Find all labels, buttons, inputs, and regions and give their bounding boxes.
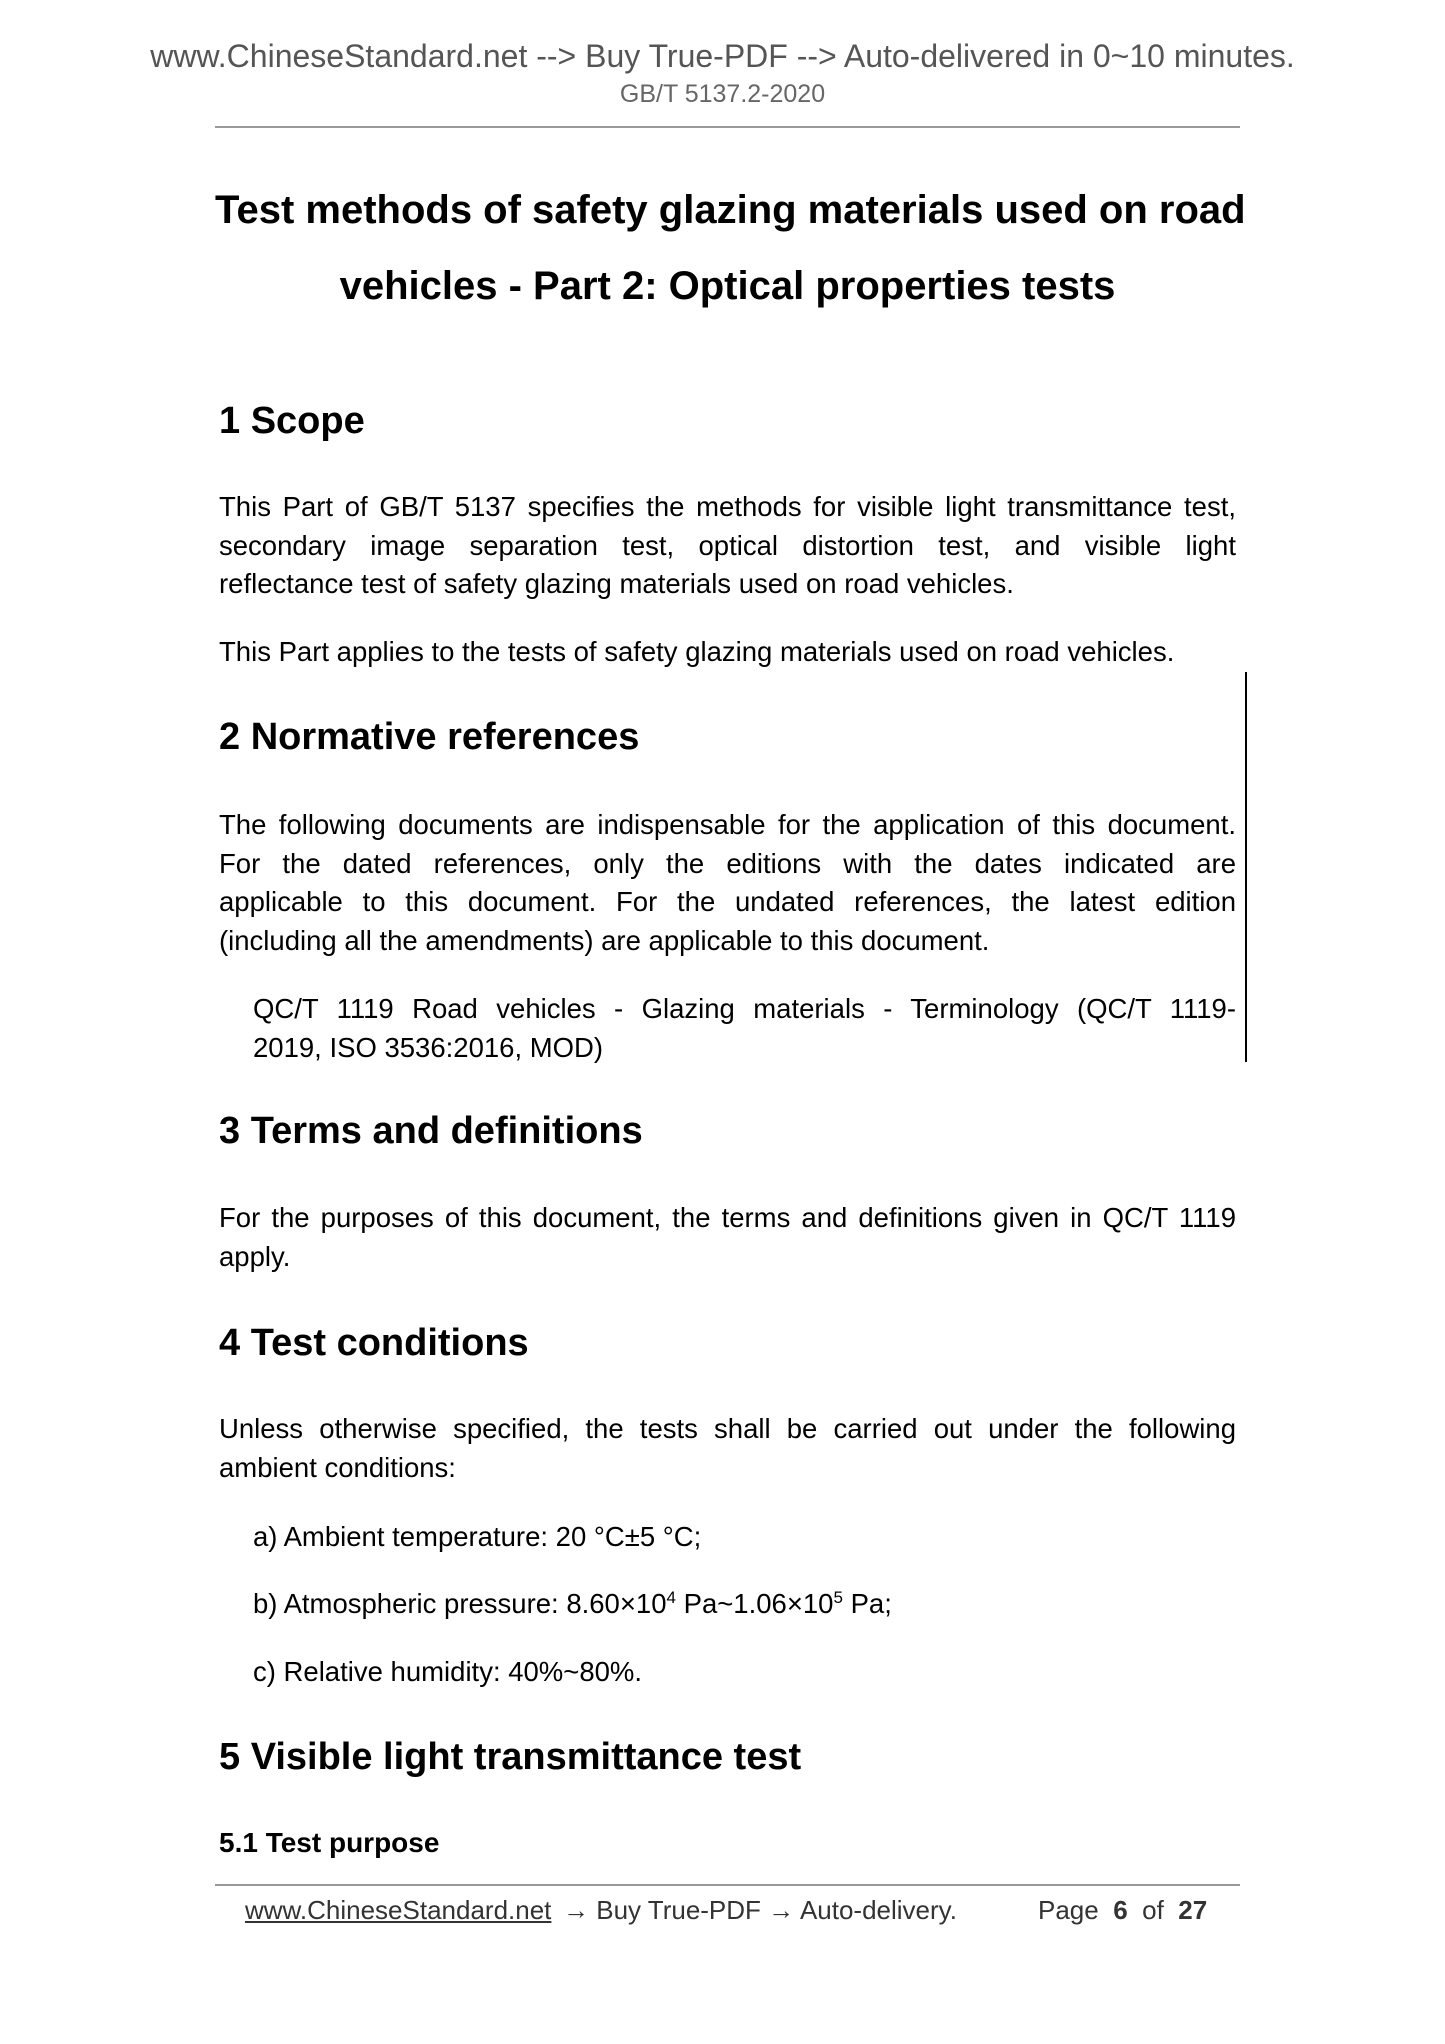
section-heading-normative-references: 2 Normative references — [219, 716, 640, 758]
scope-paragraph-1 — [219, 488, 1236, 604]
standard-code: GB/T 5137.2-2020 — [619, 80, 826, 108]
section-heading-test-conditions: 4 Test conditions — [219, 1322, 529, 1364]
page-current: 6 — [1113, 1895, 1128, 1925]
text-line: reflectance test of safety glazing materials used on road vehicles. — [219, 568, 1014, 599]
document-title-line-2: vehicles - Part 2: Optical properties tests — [339, 264, 1116, 308]
text-line: This Part of GB/T 5137 specifies the methods for visible light transmittance test, — [219, 491, 1236, 522]
document-title-line-1: Test methods of safety glazing materials used on road — [215, 188, 1246, 232]
text-line: applicable to this document. For the undated references, the latest edition — [219, 886, 1236, 917]
scope-paragraph-2 — [219, 633, 1236, 672]
text-line: This Part applies to the tests of safety glazing materials used on road vehicles. — [219, 636, 1175, 667]
text-line: (including all the amendments) are applicable to this document. — [219, 924, 990, 956]
page-of: of — [1142, 1895, 1164, 1925]
text-line: For the dated references, only the editions with the dates indicated are — [219, 847, 1236, 879]
page-label: Page — [1038, 1895, 1099, 1925]
text-line: apply. — [219, 1240, 291, 1272]
section-heading-transmittance: 5 Visible light transmittance test — [219, 1736, 802, 1778]
header-divider — [215, 126, 1240, 128]
text-line: secondary image separation test, optical distortion test, and visible light — [219, 529, 1236, 561]
footer-site-link[interactable]: www.ChineseStandard.net — [245, 1895, 552, 1925]
page-total: 27 — [1178, 1895, 1208, 1925]
text-line: For the purposes of this document, the terms and definitions given in QC/T 1119 — [219, 1202, 1236, 1233]
section-heading-terms: 3 Terms and definitions — [219, 1110, 643, 1152]
change-bar — [1245, 672, 1247, 1062]
condition-item-humidity: c) Relative humidity: 40%~80%. — [253, 1656, 643, 1687]
normative-paragraph — [219, 806, 1236, 960]
text-line: The following documents are indispensable for the application of this document. — [219, 809, 1236, 840]
text-line: Unless otherwise specified, the tests shall be carried out under the following — [219, 1413, 1236, 1444]
condition-item-pressure — [253, 1588, 892, 1620]
pressure-exponent-2: 5 — [833, 1587, 843, 1607]
condition-item-temperature: a) Ambient temperature: 20 °C±5 °C; — [253, 1521, 702, 1552]
header-banner: www.ChineseStandard.net --> Buy True-PDF --> Auto-delivered in 0~10 minutes. — [150, 38, 1295, 74]
page-indicator — [1038, 1895, 1207, 1926]
footer-delivery-text: → Buy True-PDF → Auto-delivery. — [563, 1895, 957, 1925]
subsection-heading-test-purpose: 5.1 Test purpose — [219, 1827, 440, 1858]
reference-item — [253, 990, 1236, 1067]
pressure-exponent-1: 4 — [666, 1587, 676, 1607]
text-line: ambient conditions: — [219, 1451, 456, 1483]
pressure-text-middle: Pa~1.06×10 — [675, 1588, 834, 1619]
conditions-paragraph — [219, 1410, 1236, 1487]
section-heading-scope: 1 Scope — [219, 400, 365, 442]
terms-paragraph — [219, 1199, 1236, 1276]
footer-divider — [215, 1884, 1240, 1886]
pressure-text-prefix: b) Atmospheric pressure: 8.60×10 — [253, 1588, 667, 1619]
text-line: QC/T 1119 Road vehicles - Glazing materials - Terminology (QC/T 1119- — [253, 993, 1236, 1024]
pressure-text-suffix: Pa; — [842, 1588, 892, 1619]
text-line: 2019, ISO 3536:2016, MOD) — [253, 1031, 604, 1063]
